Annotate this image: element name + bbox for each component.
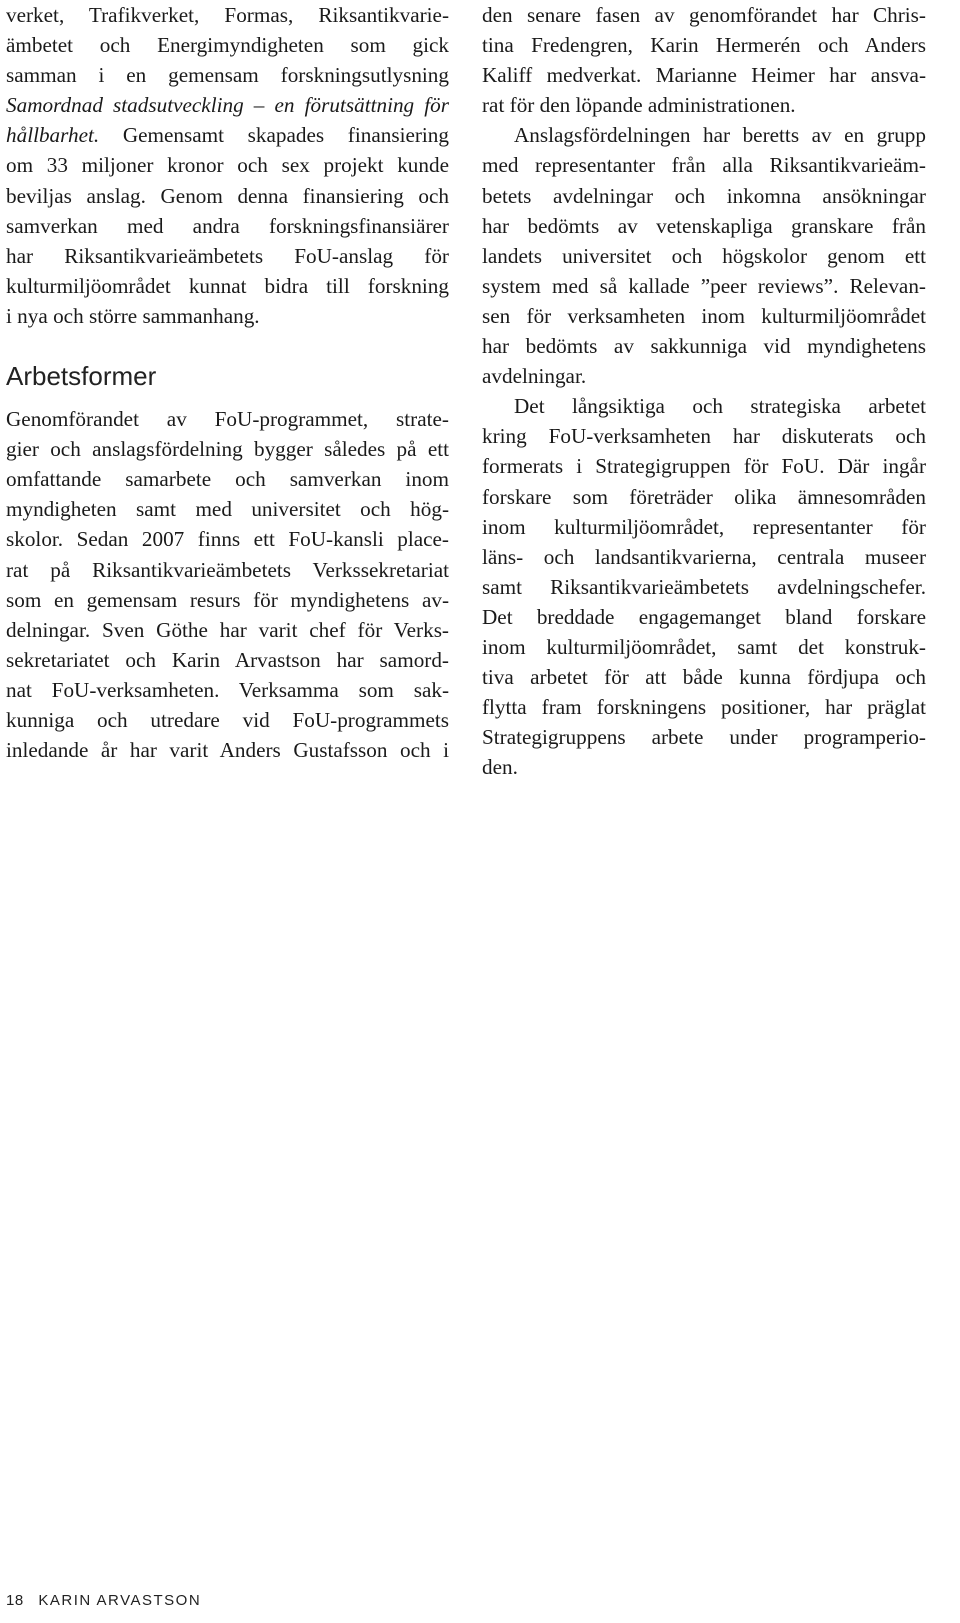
text-line: omfattande samarbete och samverkan inom bbox=[6, 467, 449, 492]
text-line: myndigheten samt med universitet och hög- bbox=[6, 497, 449, 522]
left-column bbox=[6, 0, 449, 765]
text-line: flytta fram forskningens positioner, har präglat bbox=[482, 695, 926, 720]
text-line: kunniga och utredare vid FoU-programmets bbox=[6, 707, 449, 732]
text-line: samverkan med andra forskningsfinansiärer bbox=[6, 213, 449, 238]
page-footer bbox=[6, 1592, 201, 1609]
text-line: Det breddade engagemanget bland forskare bbox=[482, 604, 926, 629]
paragraph bbox=[6, 404, 449, 765]
page-number: 18 bbox=[6, 1592, 24, 1609]
paragraph bbox=[6, 0, 449, 331]
text-line: skolor. Sedan 2007 finns ett FoU-kansli place- bbox=[6, 527, 449, 552]
text-line: har bedömts av sakkunniga vid myndighetens bbox=[482, 334, 926, 359]
paragraph bbox=[482, 120, 926, 391]
text-line: formerats i Strategigruppen för FoU. Där ingår bbox=[482, 454, 926, 479]
text-line: beviljas anslag. Genom denna finansiering och bbox=[6, 183, 449, 208]
text-line: har Riksantikvarieämbetets FoU-anslag för bbox=[6, 243, 449, 268]
text-line: nat FoU-verksamheten. Verksamma som sak- bbox=[6, 677, 449, 702]
text-line: Det långsiktiga och strategiska arbetet bbox=[514, 394, 926, 419]
text-line: ämbetet och Energimyndigheten som gick bbox=[6, 33, 449, 58]
text-line bbox=[6, 120, 449, 150]
text-line: delningar. Sven Göthe har varit chef för Verks- bbox=[6, 617, 449, 642]
text-line: verket, Trafikverket, Formas, Riksantikvarie- bbox=[6, 3, 449, 27]
text-line: kring FoU-verksamheten har diskuterats och bbox=[482, 424, 926, 449]
text-line: sen för verksamheten inom kulturmiljöområdet bbox=[482, 303, 926, 328]
text-line: rat på Riksantikvarieämbetets Verkssekretariat bbox=[6, 557, 449, 582]
text-line: Genomförandet av FoU-programmet, strate- bbox=[6, 407, 449, 432]
text-line: har bedömts av vetenskapliga granskare från bbox=[482, 213, 926, 238]
running-author: KARIN ARVASTSON bbox=[38, 1592, 202, 1609]
text-line: betets avdelningar och inkomna ansökningar bbox=[482, 183, 926, 208]
text-line: forskare som företräder olika ämnesområden bbox=[482, 484, 926, 509]
text-line: rat för den löpande administrationen. bbox=[482, 93, 796, 118]
text-line: med representanter från alla Riksantikvarieäm- bbox=[482, 153, 926, 178]
italic-title: Samordnad stadsutveckling – en förutsättning för bbox=[6, 93, 449, 118]
text-line: sekretariatet och Karin Arvastson har samord- bbox=[6, 647, 449, 672]
text-line: samt Riksantikvarieämbetets avdelningschefer. bbox=[482, 574, 926, 599]
text-line: kulturmiljöområdet kunnat bidra till forskning bbox=[6, 273, 449, 298]
text-line: om 33 miljoner kronor och sex projekt kunde bbox=[6, 153, 449, 178]
text-line: tiva arbetet för att både kunna fördjupa och bbox=[482, 665, 926, 690]
text-line: system med så kallade ”peer reviews”. Relevan- bbox=[482, 273, 926, 298]
text-line: inom kulturmiljöområdet, representanter för bbox=[482, 514, 926, 539]
text-line: tina Fredengren, Karin Hermerén och Anders bbox=[482, 33, 926, 58]
text-line: avdelningar. bbox=[482, 364, 587, 389]
text-line: den senare fasen av genomförandet har Chris- bbox=[482, 3, 926, 27]
text-line: i nya och större sammanhang. bbox=[6, 303, 260, 328]
text-line: Anslagsfördelningen har beretts av en grupp bbox=[514, 123, 926, 148]
text-line: Kaliff medverkat. Marianne Heimer har ansva- bbox=[482, 63, 926, 88]
text-line: läns- och landsantikvarierna, centrala museer bbox=[482, 544, 926, 569]
text-fragment: Gemensamt skapades finansiering bbox=[99, 123, 449, 148]
text-line: gier och anslagsfördelning bygger således på ett bbox=[6, 437, 449, 462]
text-line bbox=[6, 90, 449, 120]
text-line: inledande år har varit Anders Gustafsson och i bbox=[6, 738, 449, 763]
paragraph bbox=[482, 0, 926, 120]
text-line: den. bbox=[482, 755, 518, 780]
section-heading: Arbetsformer bbox=[6, 361, 157, 392]
text-line: samman i en gemensam forskningsutlysning bbox=[6, 63, 449, 88]
right-column bbox=[482, 0, 926, 782]
text-line: inom kulturmiljöområdet, samt det konstruk- bbox=[482, 634, 926, 659]
italic-title-end: hållbarhet. bbox=[6, 123, 100, 148]
text-line: landets universitet och högskolor genom ett bbox=[482, 243, 926, 268]
text-line: som en gemensam resurs för myndighetens av- bbox=[6, 587, 449, 612]
paragraph bbox=[482, 391, 926, 782]
text-line: Strategigruppens arbete under programperio- bbox=[482, 725, 926, 750]
